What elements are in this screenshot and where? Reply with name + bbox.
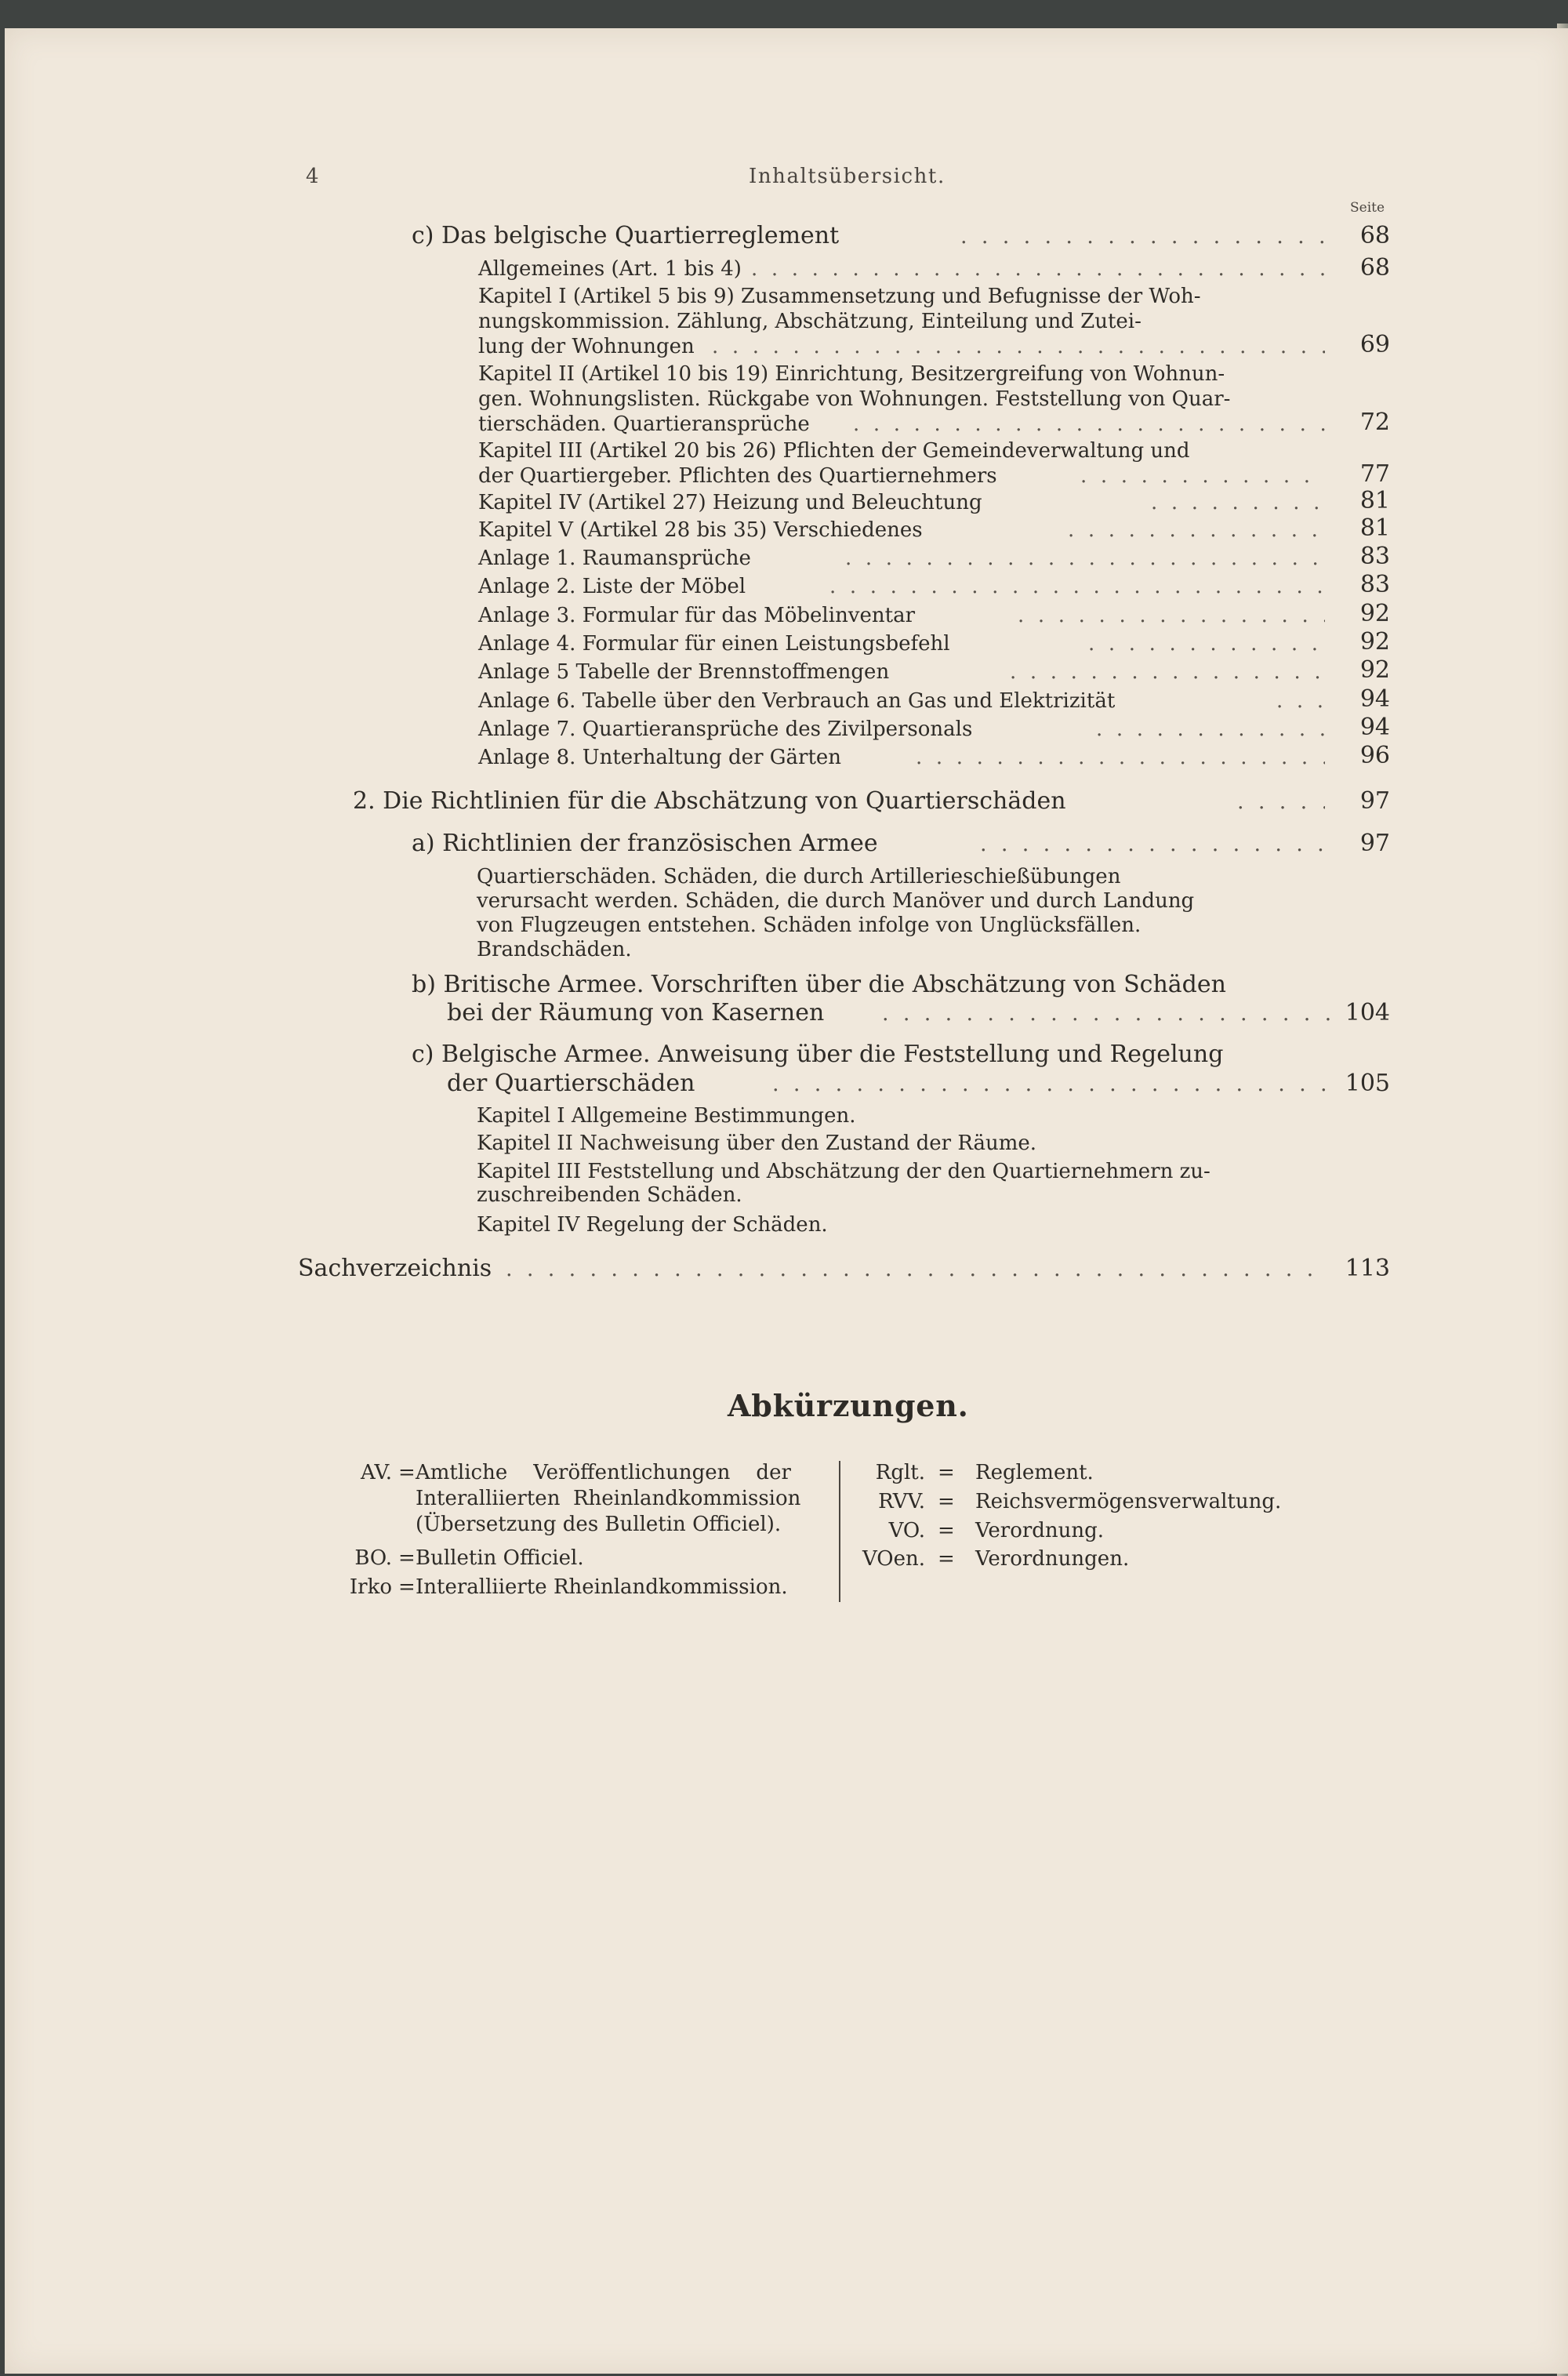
toc-text-line: Kapitel III (Artikel 20 bis 26) Pflichten der Gemeindeverwaltung und [478,439,1190,463]
toc-page: 97 [1359,787,1390,815]
abbreviation-key: Irko [349,1575,392,1599]
toc-text-line: von Flugzeugen entstehen. Schäden infolge von Unglücksfällen. [477,914,1142,937]
page-number: 4 [306,165,319,188]
toc-leader [916,746,1325,769]
abbreviation-value: Reichsvermögensverwaltung. [975,1490,1282,1513]
toc-leader [772,1072,1337,1096]
toc-leader [1068,518,1325,542]
toc-page: 77 [1359,460,1390,488]
toc-leader [980,832,1325,856]
abbreviation-equals: = [938,1519,955,1542]
toc-page: 69 [1359,331,1390,358]
abbreviation-key: VO. [888,1519,925,1542]
toc-text-line: der Quartierschäden [447,1070,695,1097]
toc-leader [1010,660,1325,684]
toc-page: 83 [1359,543,1390,570]
toc-text-line: Brandschäden. [477,938,632,961]
toc-page: 113 [1345,1255,1390,1282]
toc-text-line: Quartierschäden. Schäden, die durch Artillerieschießübungen [477,865,1121,888]
abbreviation-value-line: (Übersetzung des Bulletin Officiel). [416,1513,782,1536]
toc-leader [845,547,1325,570]
toc-leader [1080,464,1325,488]
toc-text-line: tierschäden. Quartieransprüche [478,412,810,436]
abbreviation-equals: = [398,1575,416,1599]
toc-text: Sachverzeichnis [298,1255,492,1282]
abbreviation-value-line: Bulletin Officiel. [416,1546,584,1570]
abbreviation-key: BO. [354,1546,392,1570]
abbreviation-key: RVV. [878,1490,925,1513]
toc-page: 105 [1345,1070,1390,1097]
abbreviation-value-line: Interalliierte Rheinlandkommission. [416,1575,788,1599]
toc-text: Allgemeines (Art. 1 bis 4) [478,257,742,281]
toc-page: 92 [1359,628,1390,656]
abbreviation-value: Verordnung. [975,1519,1105,1542]
toc-text: Kapitel IV Regelung der Schäden. [477,1213,828,1237]
toc-leader [1276,689,1325,713]
toc-page: 92 [1359,600,1390,627]
toc-text: Kapitel V (Artikel 28 bis 35) Verschiedenes [478,518,923,542]
toc-page: 81 [1359,514,1390,542]
toc-text-line: c) Belgische Armee. Anweisung über die Feststellung und Regelung [412,1041,1224,1068]
toc-leader [712,335,1325,358]
toc-leader [751,257,1325,281]
toc-text-line: der Quartiergeber. Pflichten des Quartiernehmers [478,464,997,488]
toc-text: Anlage 6. Tabelle über den Verbrauch an Gas und Elektrizität [478,689,1116,713]
abbreviation-key: Rglt. [875,1461,925,1484]
toc-text: Anlage 4. Formular für einen Leistungsbefehl [478,632,950,656]
toc-page: 97 [1359,830,1390,857]
toc-text-line: nungskommission. Zählung, Abschätzung, Einteilung und Zutei- [478,310,1142,333]
abbreviation-equals: = [938,1547,955,1571]
toc-text: Anlage 2. Liste der Möbel [478,575,746,598]
toc-leader [1088,632,1325,656]
toc-page: 72 [1359,409,1390,436]
abbreviation-equals: = [398,1461,416,1484]
toc-leader [829,575,1325,598]
toc-page: 68 [1359,222,1390,249]
abbreviations-title: Abkürzungen. [728,1388,969,1423]
toc-text: c) Das belgische Quartierreglement [412,222,840,249]
toc-leader [882,1001,1337,1026]
toc-page: 68 [1359,254,1390,282]
toc-text: Anlage 1. Raumansprüche [478,547,751,570]
toc-page: 94 [1359,685,1390,713]
toc-text: Kapitel IV (Artikel 27) Heizung und Beleuchtung [478,491,982,514]
toc-text-line: verursacht werden. Schäden, die durch Manöver und durch Landung [477,889,1195,913]
toc-leader [506,1257,1325,1281]
toc-leader [853,412,1325,436]
toc-text: a) Richtlinien der französischen Armee [412,830,878,857]
toc-leader [1151,491,1325,514]
abbreviation-value-line: Amtliche Veröffentlichungen der [416,1461,791,1484]
toc-text: Kapitel I Allgemeine Bestimmungen. [477,1104,856,1128]
toc-text-line: bei der Räumung von Kasernen [447,999,825,1026]
toc-page: 81 [1359,487,1390,514]
toc-page: 83 [1359,571,1390,598]
toc-text: Anlage 3. Formular für das Möbelinventar [478,604,916,627]
toc-text-line: b) Britische Armee. Vorschriften über die Abschätzung von Schäden [412,971,1226,998]
abbreviation-value: Verordnungen. [975,1547,1130,1571]
abbreviation-value-line: Interalliierten Rheinlandkommission [416,1487,801,1510]
toc-leader [1096,718,1325,741]
toc-text-line: Kapitel II (Artikel 10 bis 19) Einrichtung, Besitzergreifung von Wohnun- [478,362,1225,386]
toc-text-line: gen. Wohnungslisten. Rückgabe von Wohnungen. Feststellung von Quar- [478,387,1231,411]
toc-leader [1237,790,1325,814]
abbreviation-equals: = [938,1490,955,1513]
toc-text-line: zuschreibenden Schäden. [477,1183,742,1207]
toc-page: 94 [1359,714,1390,741]
seite-label: Seite [1350,200,1385,216]
toc-text-line: lung der Wohnungen [478,335,695,358]
toc-text-line: Kapitel III Feststellung und Abschätzung der den Quartiernehmern zu- [477,1160,1210,1183]
abbreviation-equals: = [398,1546,416,1570]
toc-text: 2. Die Richtlinien für die Abschätzung von Quartierschäden [353,787,1066,815]
abbreviation-equals: = [938,1461,955,1484]
toc-leader [1018,604,1325,627]
abbreviation-key: VOen. [862,1547,925,1571]
toc-text: Anlage 5 Tabelle der Brennstoffmengen [478,660,890,684]
toc-text-line: Kapitel I (Artikel 5 bis 9) Zusammensetzung und Befugnisse der Woh- [478,285,1201,308]
toc-text: Kapitel II Nachweisung über den Zustand der Räume. [477,1132,1037,1155]
toc-page: 92 [1359,656,1390,684]
toc-text: Anlage 7. Quartieransprüche des Zivilpersonals [478,718,973,741]
toc-page: 96 [1359,742,1390,769]
toc-text: Anlage 8. Unterhaltung der Gärten [478,746,842,769]
toc-page: 104 [1345,999,1390,1026]
toc-leader [960,224,1325,249]
abbreviation-value: Reglement. [975,1461,1094,1484]
abbreviation-key: AV. [361,1461,392,1484]
running-title: Inhaltsübersicht. [749,165,946,188]
